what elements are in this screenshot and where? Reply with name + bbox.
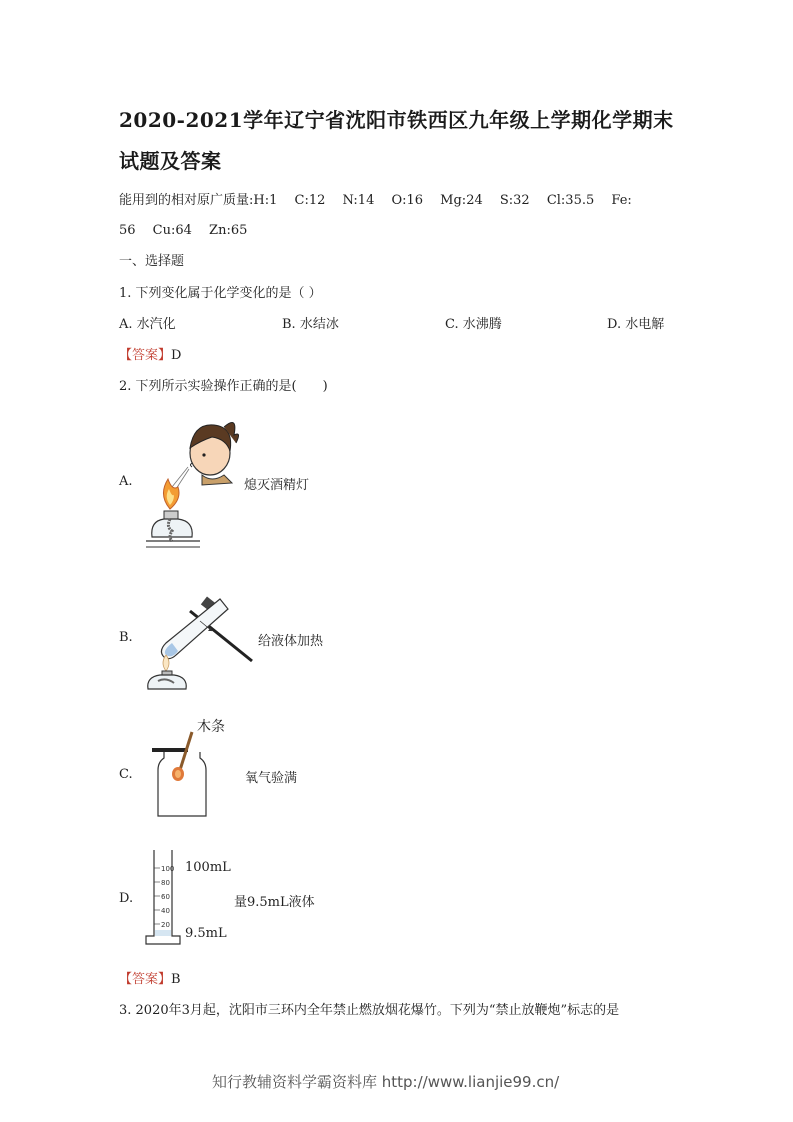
q2-option-b-letter: B. [119, 630, 133, 645]
q2-option-d-letter: D. [119, 891, 134, 906]
measuring-cylinder-figure [144, 848, 184, 948]
q2-option-b-caption: 给液体加热 [258, 634, 324, 649]
cylinder-label-bottom: 9.5mL [185, 926, 227, 941]
answer-tag: 【答案】 [119, 972, 172, 987]
question-2-stem: 2. 下列所示实验操作正确的是( ) [119, 379, 328, 394]
atomic-masses-line2: 56 Cu:64 Zn:65 [119, 223, 248, 238]
scale-mark-40: 40 [161, 907, 170, 915]
oxygen-test-figure [150, 730, 210, 820]
q1-option-d: D. 水电解 [607, 317, 665, 332]
q2-option-a-letter: A. [119, 474, 133, 489]
question-1-stem: 1. 下列变化属于化学变化的是（ ） [119, 286, 322, 301]
blowing-out-lamp-figure [142, 413, 242, 553]
answer-tag: 【答案】 [119, 348, 172, 363]
q2-answer [119, 968, 181, 987]
q2-option-c-caption: 氧气验满 [245, 771, 298, 786]
doc-title-line1: 2020-2021学年辽宁省沈阳市铁西区九年级上学期化学期末 [119, 108, 674, 132]
wood-stick-label: 木条 [197, 719, 225, 735]
scale-mark-60: 60 [161, 893, 170, 901]
scale-mark-100: 100 [161, 865, 175, 873]
q1-option-c: C. 水沸腾 [445, 317, 502, 332]
heating-test-tube-figure [142, 585, 257, 695]
q1-answer [119, 344, 181, 363]
question-3-stem: 3. 2020年3月起，沈阳市三环内全年禁止燃放烟花爆竹。下列为“禁止放鞭炮”标志的是 [119, 1003, 620, 1018]
q1-option-b: B. 水结冰 [282, 317, 339, 332]
q2-option-d-caption: 量9.5mL液体 [234, 895, 315, 910]
page-footer: 知行教辅资料学霸资料库 http://www.lianjie99.cn/ [212, 1073, 560, 1091]
answer-value: B [171, 972, 181, 987]
atomic-masses-line1: 能用到的相对原广质量:H:1 C:12 N:14 O:16 Mg:24 S:32 Cl:35.5 Fe: [119, 193, 632, 208]
scale-mark-80: 80 [161, 879, 170, 887]
cylinder-label-top: 100mL [185, 860, 231, 875]
answer-value: D [171, 348, 182, 363]
doc-title-line2: 试题及答案 [119, 149, 222, 173]
scale-mark-20: 20 [161, 921, 170, 929]
q2-option-a-caption: 熄灭酒精灯 [244, 478, 310, 493]
q2-option-c-letter: C. [119, 767, 133, 782]
q1-option-a: A. 水汽化 [119, 317, 176, 332]
section-heading: 一、选择题 [119, 254, 185, 269]
